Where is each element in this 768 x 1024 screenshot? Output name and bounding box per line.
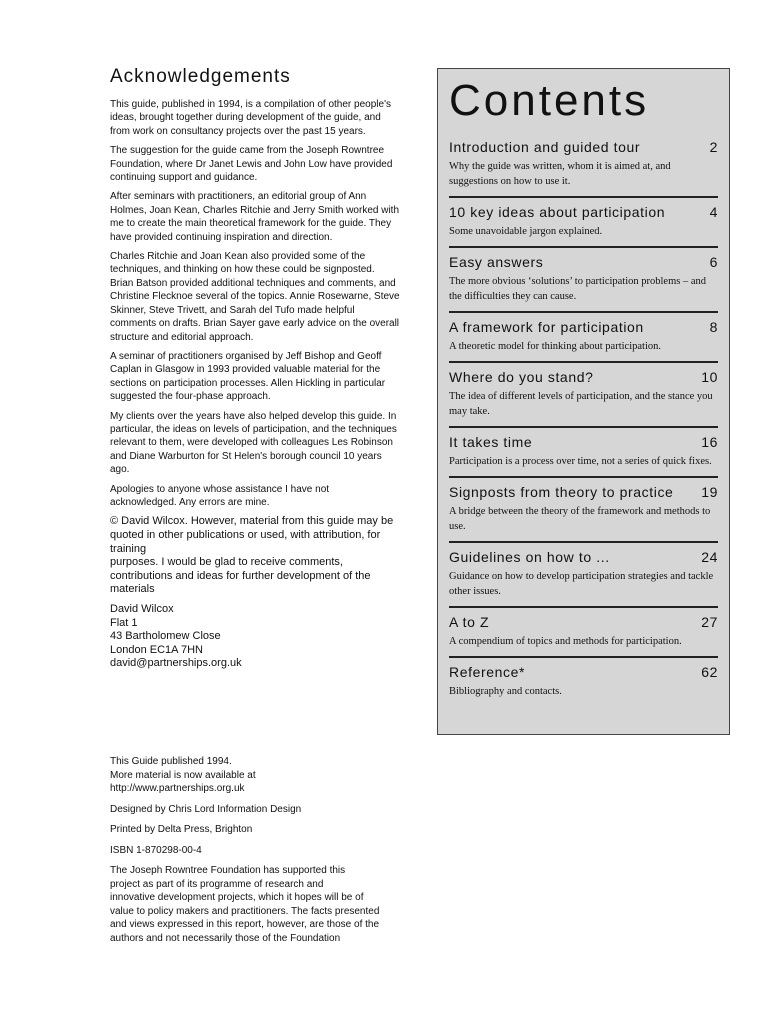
contents-item-page: 10 (701, 369, 718, 385)
contents-item (449, 543, 718, 608)
contents-item-page: 2 (709, 139, 718, 155)
publication-note: This Guide published 1994. More material is now available at http://www.partnerships.org.uk (110, 756, 256, 794)
contents-item-title: Introduction and guided tour (449, 139, 641, 155)
ack-paragraph: A seminar of practitioners organised by Jeff Bishop and Geoff Caplan in Glasgow in 1993 provided valuable material for the sections on participation processes. Allen Hickling in particular suggested the four-phase approach. (110, 350, 386, 403)
contents-item-title: It takes time (449, 434, 533, 450)
contents-item (449, 478, 718, 543)
contents-item-title: Signposts from theory to practice (449, 484, 674, 500)
ack-paragraph: The suggestion for the guide came from the Joseph Rowntree Foundation, where Dr Janet Lewis and John Low have provided continuing support and guidance. (110, 145, 393, 184)
contents-title: Contents (449, 76, 650, 125)
contents-item-desc: The more obvious ‘solutions’ to participation problems – and the difficulties they can cause. (449, 276, 707, 302)
contents-item-page: 19 (701, 484, 718, 500)
contents-item-desc: A theoretic model for thinking about participation. (449, 341, 661, 352)
contents-item (449, 313, 718, 363)
acknowledgements-title: Acknowledgements (110, 66, 291, 87)
contents-item-title: A framework for participation (449, 319, 644, 335)
isbn: ISBN 1-870298-00-4 (110, 844, 202, 856)
contents-panel (437, 68, 730, 735)
contents-item-desc: A compendium of topics and methods for participation. (449, 636, 682, 647)
ack-paragraph: Charles Ritchie and Joan Kean also provided some of the techniques, and thinking on how these could be signposted. Brian Batson provided additional techniques and comments, and Christine Flecknoe several of the topics. Annie Rosewarne, Steve Skinner, Steve Trivett, and Sarah del Tufo made helpful comments on drafts. Brian Sayer gave early advice on the overall structure and editorial approach. (110, 251, 400, 343)
contents-item (449, 198, 718, 248)
contents-item-desc: The idea of different levels of participation, and the stance you may take. (449, 391, 713, 417)
contents-item-page: 27 (701, 614, 718, 630)
contents-item-page: 4 (709, 204, 718, 220)
contents-item-title: Where do you stand? (449, 369, 594, 385)
designer-credit: Designed by Chris Lord Information Design (110, 803, 302, 815)
contents-item-page: 24 (701, 549, 718, 565)
colophon (110, 755, 410, 952)
printer-credit: Printed by Delta Press, Brighton (110, 824, 253, 835)
acknowledgements-section (110, 66, 410, 671)
contents-item (449, 137, 718, 198)
contents-item (449, 363, 718, 428)
contents-item-page: 16 (701, 434, 718, 450)
contents-item-desc: Some unavoidable jargon explained. (449, 226, 603, 237)
contents-item-title: Easy answers (449, 254, 544, 270)
contents-item-desc: Bibliography and contacts. (449, 686, 562, 697)
contents-item-title: 10 key ideas about participation (449, 204, 666, 220)
contents-item-desc: A bridge between the theory of the framework and methods to use. (449, 506, 711, 532)
contents-item (449, 608, 718, 658)
contents-item (449, 248, 718, 313)
contents-item-desc: Why the guide was written, whom it is aimed at, and suggestions on how to use it. (449, 161, 671, 187)
ack-paragraph: This guide, published in 1994, is a compilation of other people's ideas, brought together during development of the guide, and from work on consultancy projects over the past 15 years. (110, 99, 391, 137)
contents-item (449, 428, 718, 478)
ack-paragraph: After seminars with practitioners, an editorial group of Ann Holmes, Joan Kean, Charles Ritchie and Jerry Smith worked with me to create the main theoretical framework for the guide. They have provided continuing inspiration and direction. (110, 191, 400, 243)
ack-paragraph: My clients over the years have also helped develop this guide. In particular, the ideas on levels of participation, and the techniques relevant to them, were developed with colleagues Les Robinson and Diane Warburton for St Helen's borough council 10 years ago. (110, 410, 397, 476)
contents-item-page: 6 (709, 254, 718, 270)
contents-item (449, 658, 718, 706)
foundation-disclaimer: The Joseph Rowntree Foundation has supported this project as part of its programme of research and innovative development projects, which it hopes will be of value to policy makers and practitioners. The facts presented and views expressed in this report, however, are those of the authors and not necessarily those of the Foundation (110, 865, 380, 944)
contents-item-desc: Guidance on how to develop participation strategies and tackle other issues. (449, 571, 714, 597)
contents-item-page: 62 (701, 664, 718, 680)
contents-item-title: A to Z (449, 614, 490, 630)
contents-item-title: Reference* (449, 664, 526, 680)
contents-item-desc: Participation is a process over time, not a series of quick fixes. (449, 456, 712, 467)
contents-item-page: 8 (709, 319, 718, 335)
copyright-notice: © David Wilcox. However, material from this guide may be quoted in other publications or used, with attribution, for training purposes. I would be glad to receive comments, contributions and ideas for further development of the materials (110, 515, 394, 596)
contents-item-title: Guidelines on how to ... (449, 549, 610, 565)
ack-paragraph: Apologies to anyone whose assistance I have not acknowledged. Any errors are mine. (110, 483, 330, 508)
author-address: David Wilcox Flat 1 43 Bartholomew Close London EC1A 7HN david@partnerships.org.uk (110, 602, 242, 670)
